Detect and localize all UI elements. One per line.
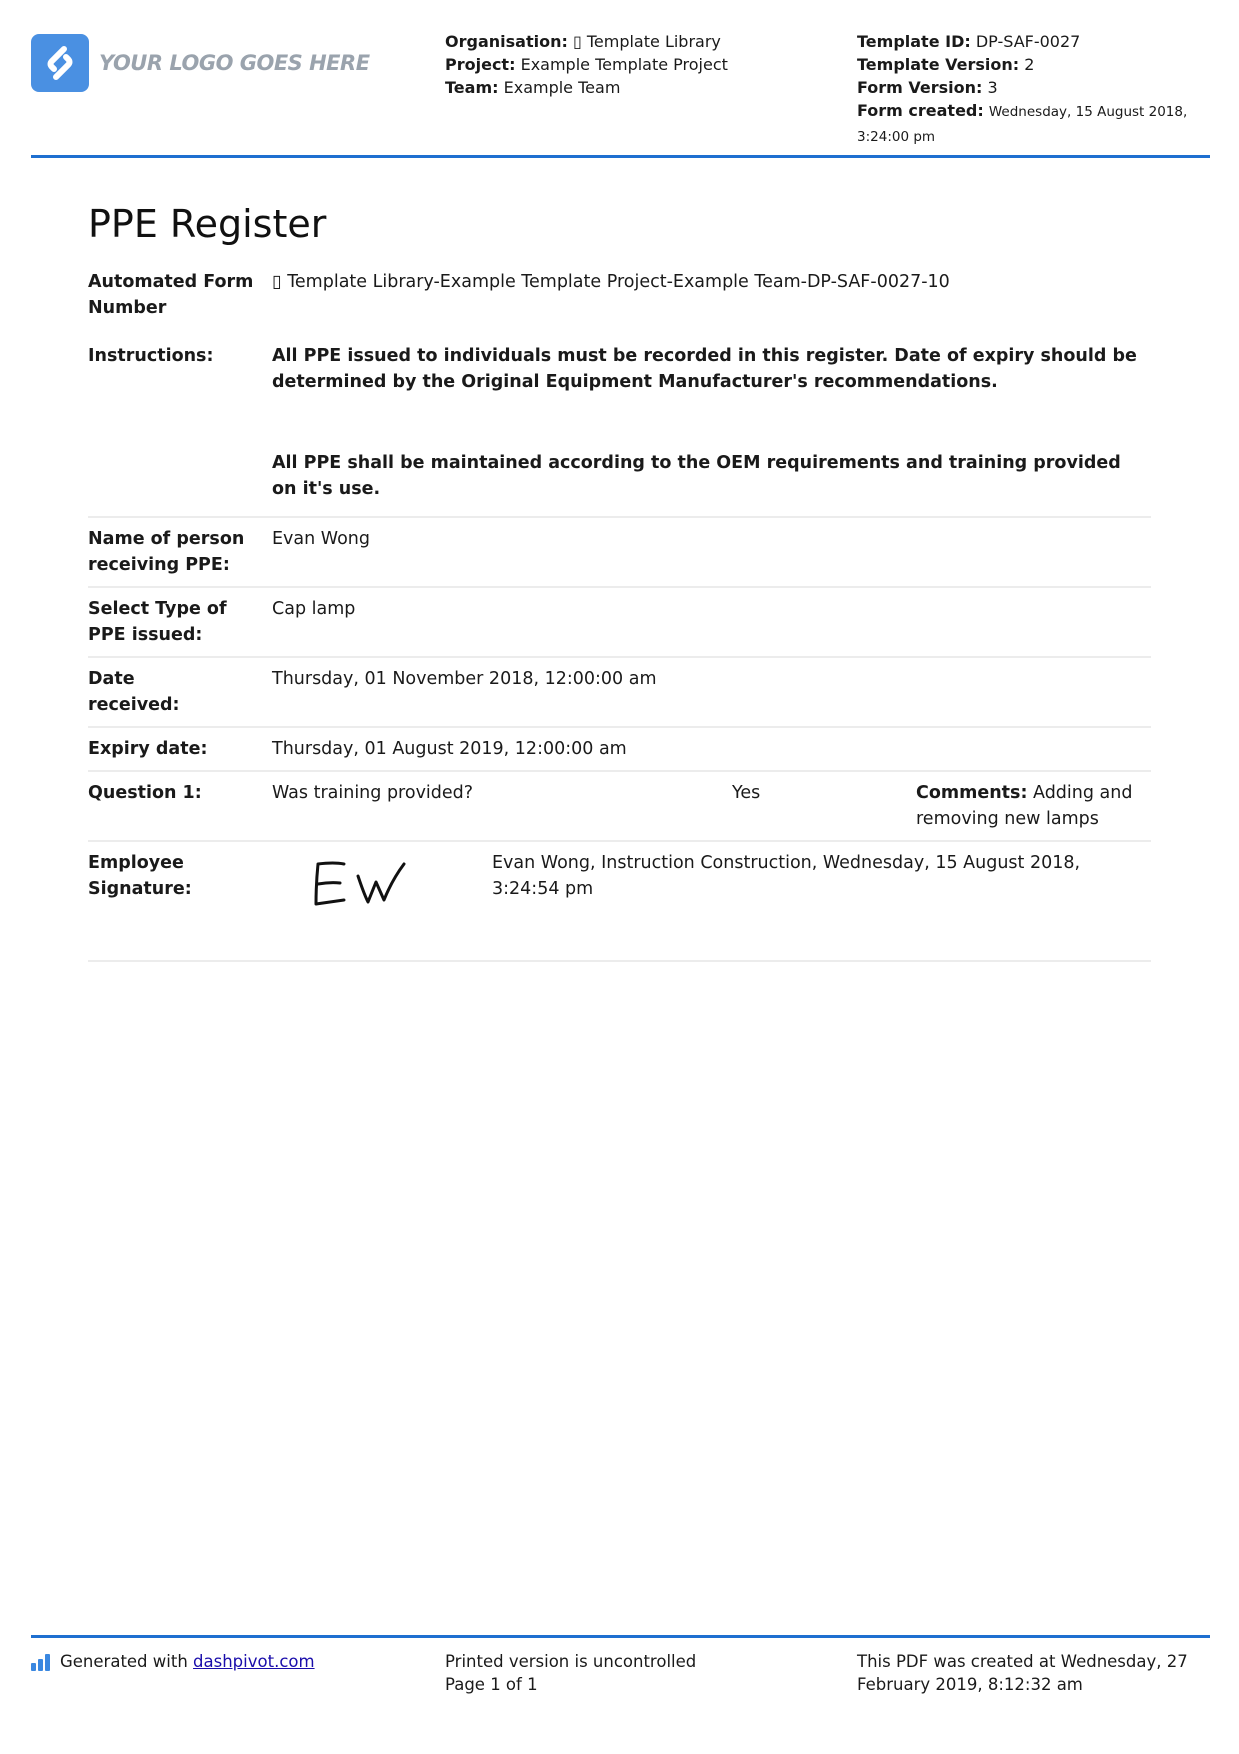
footer-generated: [31, 1650, 315, 1673]
form-row-automated-number: [88, 265, 1151, 329]
page-number: Page 1 of 1: [445, 1675, 538, 1694]
organisation-value: ▯ Template Library: [572, 32, 721, 51]
logo-mark-icon: [31, 34, 89, 92]
ppe-type-value: Cap lamp: [272, 599, 356, 619]
template-version-value: 2: [1024, 55, 1035, 74]
project-label: Project:: [445, 55, 516, 74]
header-template-info: [857, 30, 1217, 149]
footer-divider: [31, 1635, 1210, 1638]
signature-image: [272, 850, 492, 940]
date-received-label: Date received:: [88, 669, 180, 715]
question-comments: [916, 780, 1151, 832]
footer-created: [857, 1650, 1217, 1696]
project-value: Example Template Project: [520, 55, 728, 74]
organisation-label: Organisation:: [445, 32, 568, 51]
page-title: PPE Register: [88, 202, 327, 246]
template-id-value: DP-SAF-0027: [975, 32, 1081, 51]
pdf-created-text: This PDF was created at Wednesday, 27 February 2019, 8:12:32 am: [857, 1652, 1188, 1694]
question-answer: Yes: [732, 783, 761, 803]
team-value: Example Team: [503, 78, 621, 97]
form-version-label: Form Version:: [857, 78, 983, 97]
question-label: Question 1:: [88, 783, 202, 803]
expiry-date-label: Expiry date:: [88, 739, 208, 759]
footer-printed: [445, 1650, 696, 1696]
form-row-date-received: [88, 658, 1151, 728]
comments-value: Adding and removing new lamps: [916, 783, 1133, 829]
bar-chart-icon: [31, 1653, 50, 1671]
logo-text: YOUR LOGO GOES HERE: [99, 51, 370, 75]
signature-label: Employee Signature:: [88, 853, 192, 899]
template-version-label: Template Version:: [857, 55, 1020, 74]
form-row-expiry-date: [88, 728, 1151, 772]
name-value: Evan Wong: [272, 529, 370, 549]
form-row-instructions: [88, 329, 1151, 518]
form-created-label: Form created:: [857, 101, 984, 120]
form-row-signature: [88, 842, 1151, 962]
page-header: [31, 30, 1210, 158]
automated-number-value: ▯ Template Library-Example Template Project-Example Team-DP-SAF-0027-10: [272, 272, 950, 292]
printed-notice: Printed version is uncontrolled: [445, 1652, 697, 1671]
form-row-name: [88, 518, 1151, 588]
expiry-date-value: Thursday, 01 August 2019, 12:00:00 am: [272, 739, 627, 759]
header-divider: [31, 155, 1210, 158]
signature-value: Evan Wong, Instruction Construction, Wednesday, 15 August 2018, 3:24:54 pm: [492, 853, 1081, 899]
form-created-value: Wednesday, 15 August 2018, 3:24:00 pm: [857, 104, 1188, 145]
logo: [31, 34, 370, 92]
question-text: Was training provided?: [272, 783, 474, 803]
signature-drawing: [272, 850, 492, 920]
comments-label: Comments:: [916, 783, 1028, 803]
instructions-paragraph-1: All PPE issued to individuals must be recorded in this register. Date of expiry should be determined by the Original Equipment Manufacturer's recommendations.: [272, 346, 1137, 392]
ppe-type-label: Select Type of PPE issued:: [88, 599, 227, 645]
instructions-paragraph-2: All PPE shall be maintained according to the OEM requirements and training provided on it's use.: [272, 453, 1121, 499]
form-body: [88, 265, 1151, 962]
instructions-label: Instructions:: [88, 346, 214, 366]
dashpivot-link[interactable]: dashpivot.com: [193, 1652, 315, 1671]
generated-text: Generated with: [60, 1652, 188, 1671]
header-org-info: [445, 30, 728, 99]
form-version-value: 3: [987, 78, 998, 97]
instructions-value: [272, 343, 1151, 508]
date-received-value: Thursday, 01 November 2018, 12:00:00 am: [272, 669, 657, 689]
team-label: Team:: [445, 78, 499, 97]
form-row-ppe-type: [88, 588, 1151, 658]
template-id-label: Template ID:: [857, 32, 971, 51]
name-label: Name of person receiving PPE:: [88, 529, 245, 575]
form-row-question-1: [88, 772, 1151, 842]
automated-number-label: Automated Form Number: [88, 272, 254, 318]
